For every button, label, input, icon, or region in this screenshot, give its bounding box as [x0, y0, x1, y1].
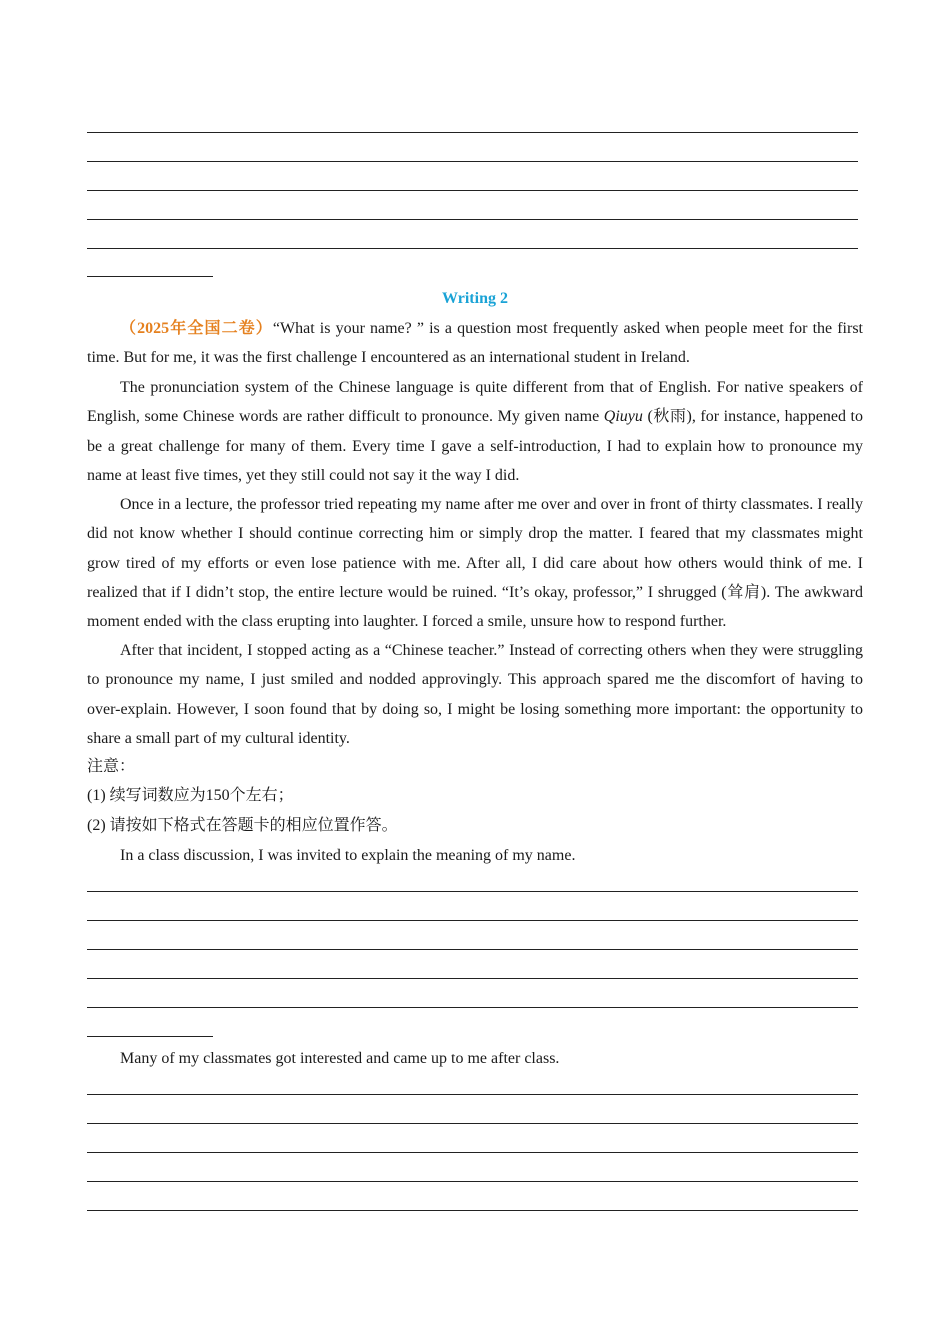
answer-line[interactable] — [87, 1123, 858, 1124]
answer-line[interactable] — [87, 190, 858, 191]
given-name: Qiuyu — [603, 408, 643, 426]
answer-line-short[interactable] — [87, 276, 213, 277]
story-paragraph-3: Once in a lecture, the professor tried repeating my name after me over and over in front of thirty classmates. I really did not know whether I should continue correcting him or simply drop the matter. I feared that my classmates might grow tired of my efforts or even lose patience with me. After all, I did care about how others would think of me. I realized that if I didn’t stop, the entire lecture would be ruined. “It’s okay, professor,” I shrugged (耸肩). The awkward moment ended with the class erupting into laughter. I forced a smile, unsure how to respond further. — [87, 496, 863, 631]
note-item-2: (2) 请按如下格式在答题卡的相应位置作答。 — [87, 817, 398, 834]
answer-line[interactable] — [87, 132, 858, 133]
answer-line[interactable] — [87, 1094, 858, 1095]
notes-heading: 注意： — [87, 758, 136, 775]
answer-line[interactable] — [87, 248, 858, 249]
answer-line[interactable] — [87, 920, 858, 921]
answer-line[interactable] — [87, 978, 858, 979]
note-item-1: (1) 续写词数应为150个左右； — [87, 787, 294, 804]
continuation-prompt-1: In a class discussion, I was invited to explain the meaning of my name. — [120, 847, 576, 864]
answer-line[interactable] — [87, 1210, 858, 1211]
answer-line[interactable] — [87, 219, 858, 220]
answer-line[interactable] — [87, 161, 858, 162]
story-paragraph-1: （2025年全国二卷）“What is your name? ” is a question most frequently asked when people meet for the first time. But for me, it was the first challenge I encountered as an international student in Ireland. — [87, 320, 863, 367]
answer-line-short[interactable] — [87, 1036, 213, 1037]
story-paragraph-2: The pronunciation system of the Chinese language is quite different from that of English. For native speakers of English, some Chinese words are rather difficult to pronounce. My given name Qiuyu (秋雨), for instance, happened to be a great challenge for many of them. Every time I gave a self-introduction, I had to explain how to pronounce my name at least five times, yet they still could not say it the way I did. — [87, 379, 863, 484]
source-tag: （2025年全国二卷） — [120, 320, 273, 337]
story-paragraph-4: After that incident, I stopped acting as a “Chinese teacher.” Instead of correcting others when they were struggling to pronounce my name, I just smiled and nodded approvingly. This approach spared me the discomfort of having to over-explain. However, I soon found that by doing so, I might be losing something more important: the opportunity to share a small part of my cultural identity. — [87, 642, 863, 747]
answer-line[interactable] — [87, 949, 858, 950]
answer-line[interactable] — [87, 1007, 858, 1008]
answer-line[interactable] — [87, 1152, 858, 1153]
answer-line[interactable] — [87, 1181, 858, 1182]
continuation-prompt-2: Many of my classmates got interested and came up to me after class. — [120, 1050, 560, 1067]
section-title: Writing 2 — [442, 290, 508, 307]
answer-line[interactable] — [87, 891, 858, 892]
